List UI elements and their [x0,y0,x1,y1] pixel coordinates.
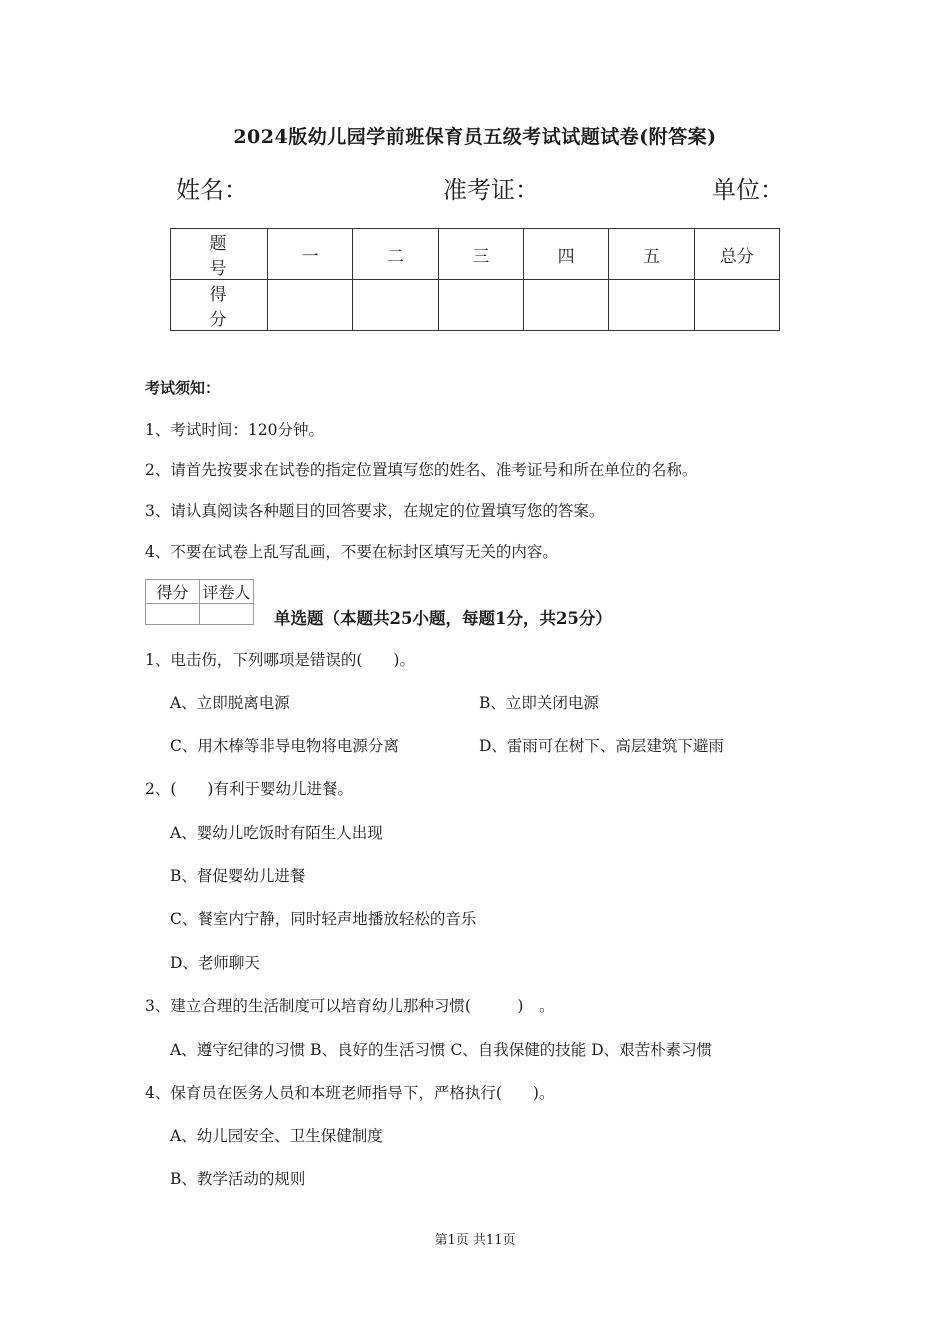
notice-item: 1、考试时间：120分钟。 [145,421,324,439]
question-option[interactable]: B、督促婴幼儿进餐 [170,867,306,885]
question-option[interactable]: A、幼儿园安全、卫生保健制度 [170,1127,383,1145]
score-header-cell: 二 [353,229,438,280]
question-option[interactable]: A、立即脱离电源 [170,694,290,712]
grader-score-cell[interactable] [146,604,200,625]
question-option[interactable]: A、婴幼儿吃饭时有陌生人出现 [170,824,383,842]
score-header-cell: 四 [523,229,608,280]
score-input-cell[interactable] [438,280,523,331]
score-input-cell[interactable] [523,280,608,331]
score-input-cell[interactable] [609,280,694,331]
grader-score-label: 得分 [146,580,200,604]
grader-reviewer-label: 评卷人 [200,580,254,604]
grader-reviewer-cell[interactable] [200,604,254,625]
question-option[interactable]: A、遵守纪律的习惯 B、良好的生活习惯 C、自我保健的技能 D、艰苦朴素习惯 [170,1041,713,1059]
question-stem: 1、电击伤，下列哪项是错误的( )。 [145,651,415,669]
question-option[interactable]: B、立即关闭电源 [479,694,599,712]
notice-title: 考试须知： [145,379,221,397]
score-input-cell[interactable] [694,280,779,331]
unit-label: 单位： [712,176,784,204]
score-input-cell[interactable] [268,280,353,331]
question-option[interactable]: C、用木棒等非导电物将电源分离 [170,737,399,755]
score-table [170,228,780,331]
score-header-cell: 题 号 [171,229,268,280]
question-stem: 4、保育员在医务人员和本班老师指导下，严格执行( )。 [145,1084,555,1102]
question-stem: 2、( )有利于婴幼儿进餐。 [145,780,353,798]
section-title: 单选题（本题共25小题，每题1分，共25分） [274,609,612,628]
question-option[interactable]: D、老师聊天 [170,954,260,972]
score-header-cell: 三 [438,229,523,280]
name-label: 姓名： [176,176,248,204]
score-row-label: 得 分 [171,280,268,331]
notice-item: 2、请首先按要求在试卷的指定位置填写您的姓名、准考证号和所在单位的名称。 [145,461,698,479]
question-option[interactable]: C、餐室内宁静，同时轻声地播放轻松的音乐 [170,910,477,928]
score-header-cell: 总分 [694,229,779,280]
score-header-cell: 一 [268,229,353,280]
score-input-cell[interactable] [353,280,438,331]
page-footer: 第1页 共11页 [434,1233,516,1248]
notice-item: 4、不要在试卷上乱写乱画，不要在标封区填写无关的内容。 [145,543,558,561]
score-header-cell: 五 [609,229,694,280]
notice-item: 3、请认真阅读各种题目的回答要求，在规定的位置填写您的答案。 [145,502,605,520]
document-title: 2024版幼儿园学前班保育员五级考试试题试卷(附答案) [233,126,717,148]
exam-id-label: 准考证： [443,176,539,204]
score-table-score-row [171,280,780,331]
question-stem: 3、建立合理的生活制度可以培育幼儿那种习惯( ) 。 [145,997,555,1015]
score-table-header-row [171,229,780,280]
question-option[interactable]: B、教学活动的规则 [170,1170,306,1188]
grader-box [145,579,254,625]
question-option[interactable]: D、雷雨可在树下、高层建筑下避雨 [479,737,724,755]
